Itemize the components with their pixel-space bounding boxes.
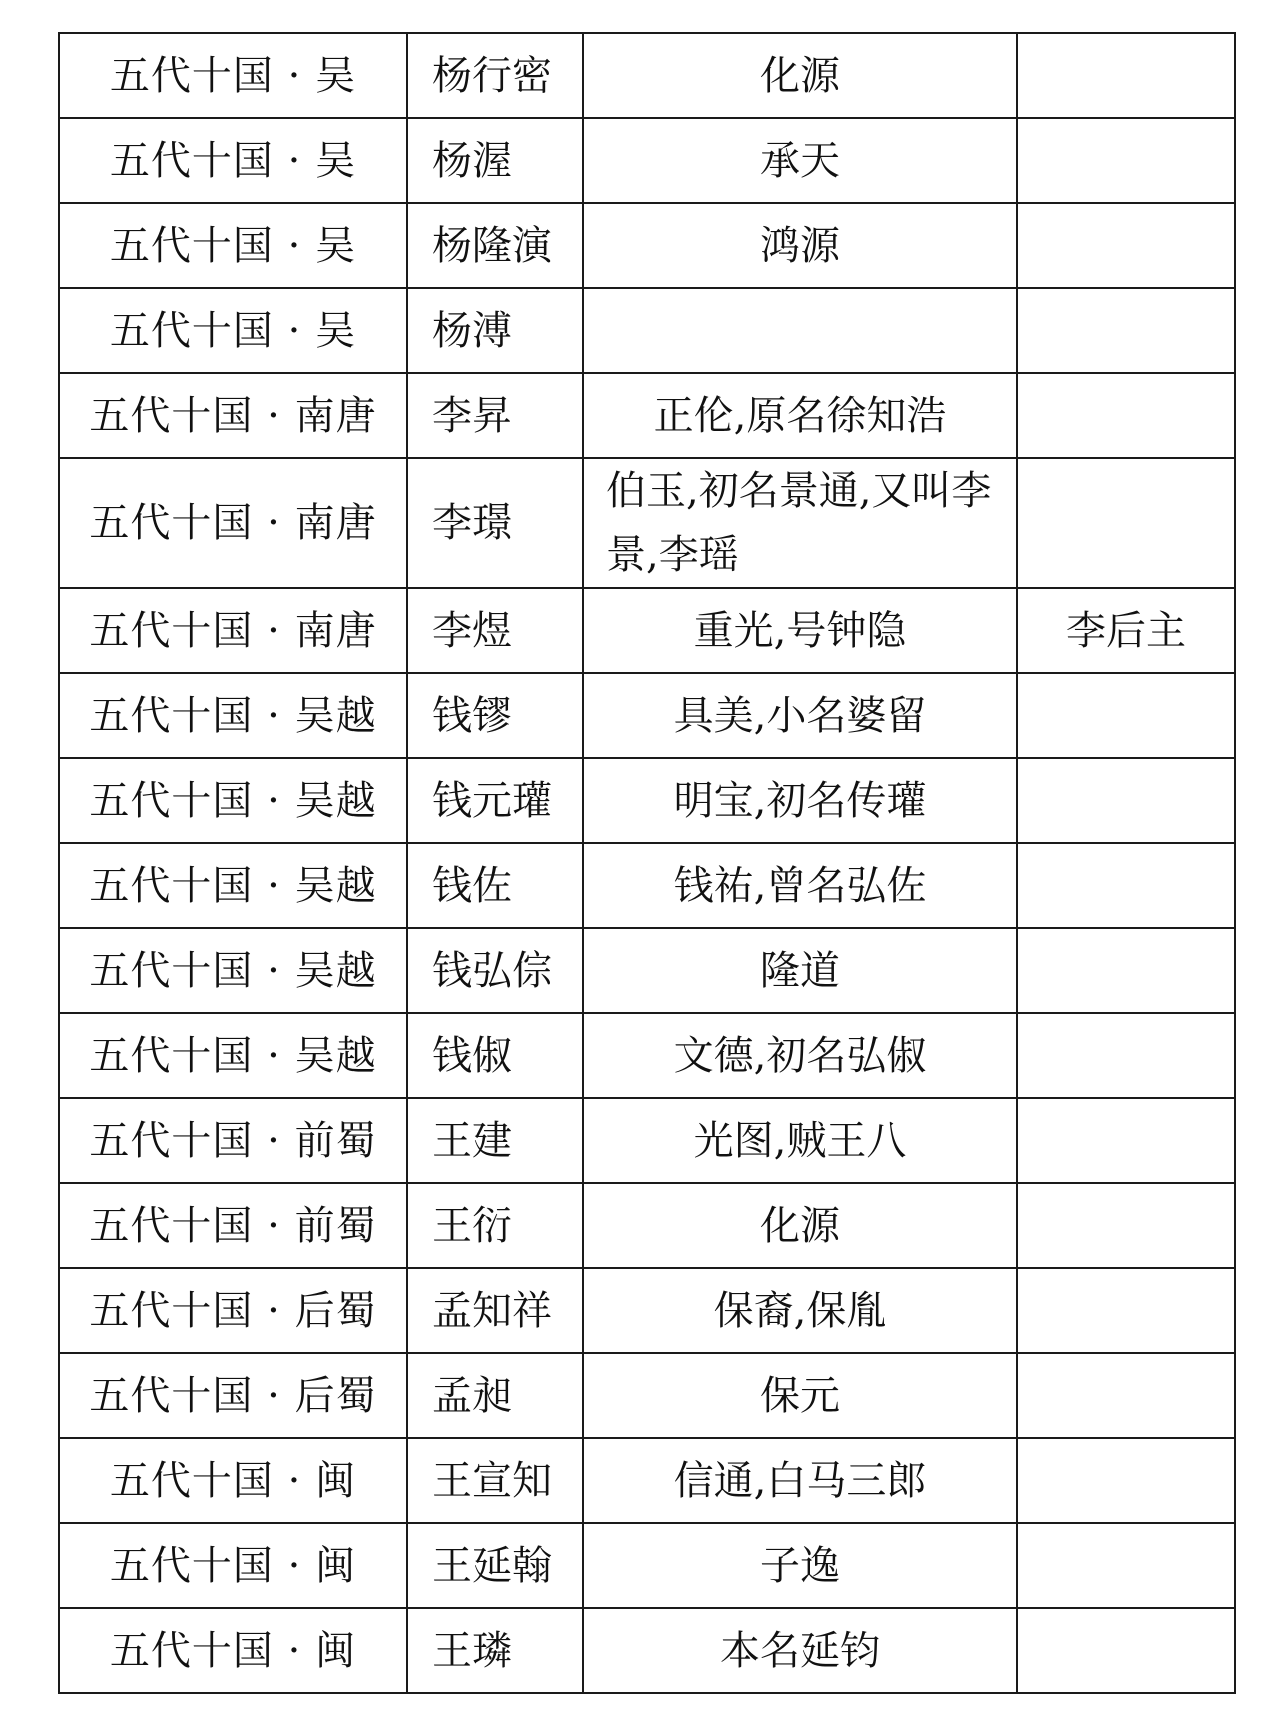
- alias-cell: 明宝,初名传瓘: [583, 758, 1017, 843]
- alias-cell: 信通,白马三郎: [583, 1438, 1017, 1523]
- alias-cell: 正伦,原名徐知浩: [583, 373, 1017, 458]
- alias-cell: 化源: [583, 1183, 1017, 1268]
- dynasty-cell: 五代十国 · 吴越: [59, 1013, 407, 1098]
- table-row: [59, 1438, 1235, 1523]
- note-cell: [1017, 673, 1235, 758]
- note-cell: [1017, 1183, 1235, 1268]
- alias-cell: 具美,小名婆留: [583, 673, 1017, 758]
- alias-cell: 保元: [583, 1353, 1017, 1438]
- dynasty-cell: 五代十国 · 吴越: [59, 928, 407, 1013]
- note-cell: [1017, 1438, 1235, 1523]
- alias-cell: 承天: [583, 118, 1017, 203]
- ruler-cell: 钱元瓘: [407, 758, 583, 843]
- table-row: [59, 588, 1235, 673]
- ruler-cell: 王建: [407, 1098, 583, 1183]
- dynasty-cell: 五代十国 · 后蜀: [59, 1268, 407, 1353]
- note-cell: [1017, 373, 1235, 458]
- note-cell: [1017, 288, 1235, 373]
- alias-cell: 保裔,保胤: [583, 1268, 1017, 1353]
- table-row: [59, 1523, 1235, 1608]
- note-cell: [1017, 33, 1235, 118]
- table-row: [59, 203, 1235, 288]
- note-cell: [1017, 758, 1235, 843]
- note-cell: [1017, 1523, 1235, 1608]
- note-cell: [1017, 843, 1235, 928]
- alias-cell: 子逸: [583, 1523, 1017, 1608]
- rulers-table: [58, 32, 1236, 1694]
- table-row: [59, 1353, 1235, 1438]
- alias-cell: 隆道: [583, 928, 1017, 1013]
- ruler-cell: 钱弘倧: [407, 928, 583, 1013]
- table-row: [59, 33, 1235, 118]
- ruler-cell: 钱佐: [407, 843, 583, 928]
- dynasty-cell: 五代十国 · 闽: [59, 1523, 407, 1608]
- dynasty-cell: 五代十国 · 吴越: [59, 673, 407, 758]
- table-row: [59, 1013, 1235, 1098]
- rulers-table-body: [59, 33, 1235, 1693]
- ruler-cell: 王璘: [407, 1608, 583, 1693]
- table-row: [59, 458, 1235, 588]
- table-row: [59, 843, 1235, 928]
- table-row: [59, 928, 1235, 1013]
- dynasty-cell: 五代十国 · 吴越: [59, 843, 407, 928]
- note-cell: [1017, 1098, 1235, 1183]
- dynasty-cell: 五代十国 · 南唐: [59, 588, 407, 673]
- dynasty-cell: 五代十国 · 后蜀: [59, 1353, 407, 1438]
- table-row: [59, 288, 1235, 373]
- table-row: [59, 1183, 1235, 1268]
- ruler-cell: 李昇: [407, 373, 583, 458]
- ruler-cell: 杨渥: [407, 118, 583, 203]
- note-cell: [1017, 203, 1235, 288]
- note-cell: [1017, 1013, 1235, 1098]
- ruler-cell: 王延翰: [407, 1523, 583, 1608]
- note-cell: [1017, 1268, 1235, 1353]
- alias-cell: 本名延钧: [583, 1608, 1017, 1693]
- dynasty-cell: 五代十国 · 闽: [59, 1438, 407, 1523]
- note-cell: [1017, 1608, 1235, 1693]
- dynasty-cell: 五代十国 · 闽: [59, 1608, 407, 1693]
- alias-cell: 鸿源: [583, 203, 1017, 288]
- ruler-cell: 钱俶: [407, 1013, 583, 1098]
- table-row: [59, 118, 1235, 203]
- note-cell: [1017, 458, 1235, 588]
- ruler-cell: 钱镠: [407, 673, 583, 758]
- alias-cell: 钱祐,曾名弘佐: [583, 843, 1017, 928]
- table-row: [59, 373, 1235, 458]
- alias-cell: [583, 288, 1017, 373]
- alias-cell: 伯玉,初名景通,又叫李景,李瑶: [583, 458, 1017, 588]
- table-row: [59, 673, 1235, 758]
- ruler-cell: 孟知祥: [407, 1268, 583, 1353]
- note-cell: [1017, 1353, 1235, 1438]
- dynasty-cell: 五代十国 · 吴: [59, 288, 407, 373]
- dynasty-cell: 五代十国 · 南唐: [59, 373, 407, 458]
- alias-cell: 文德,初名弘俶: [583, 1013, 1017, 1098]
- table-row: [59, 758, 1235, 843]
- note-cell: [1017, 118, 1235, 203]
- ruler-cell: 王宣知: [407, 1438, 583, 1523]
- ruler-cell: 孟昶: [407, 1353, 583, 1438]
- alias-cell: 化源: [583, 33, 1017, 118]
- dynasty-cell: 五代十国 · 前蜀: [59, 1183, 407, 1268]
- ruler-cell: 杨行密: [407, 33, 583, 118]
- dynasty-cell: 五代十国 · 吴: [59, 203, 407, 288]
- ruler-cell: 杨溥: [407, 288, 583, 373]
- dynasty-cell: 五代十国 · 吴: [59, 118, 407, 203]
- dynasty-cell: 五代十国 · 南唐: [59, 458, 407, 588]
- ruler-cell: 李煜: [407, 588, 583, 673]
- alias-cell: 重光,号钟隐: [583, 588, 1017, 673]
- ruler-cell: 杨隆演: [407, 203, 583, 288]
- note-cell: 李后主: [1017, 588, 1235, 673]
- ruler-cell: 李璟: [407, 458, 583, 588]
- dynasty-cell: 五代十国 · 吴: [59, 33, 407, 118]
- ruler-cell: 王衍: [407, 1183, 583, 1268]
- note-cell: [1017, 928, 1235, 1013]
- table-row: [59, 1098, 1235, 1183]
- table-row: [59, 1268, 1235, 1353]
- dynasty-cell: 五代十国 · 吴越: [59, 758, 407, 843]
- dynasty-cell: 五代十国 · 前蜀: [59, 1098, 407, 1183]
- table-row: [59, 1608, 1235, 1693]
- alias-cell: 光图,贼王八: [583, 1098, 1017, 1183]
